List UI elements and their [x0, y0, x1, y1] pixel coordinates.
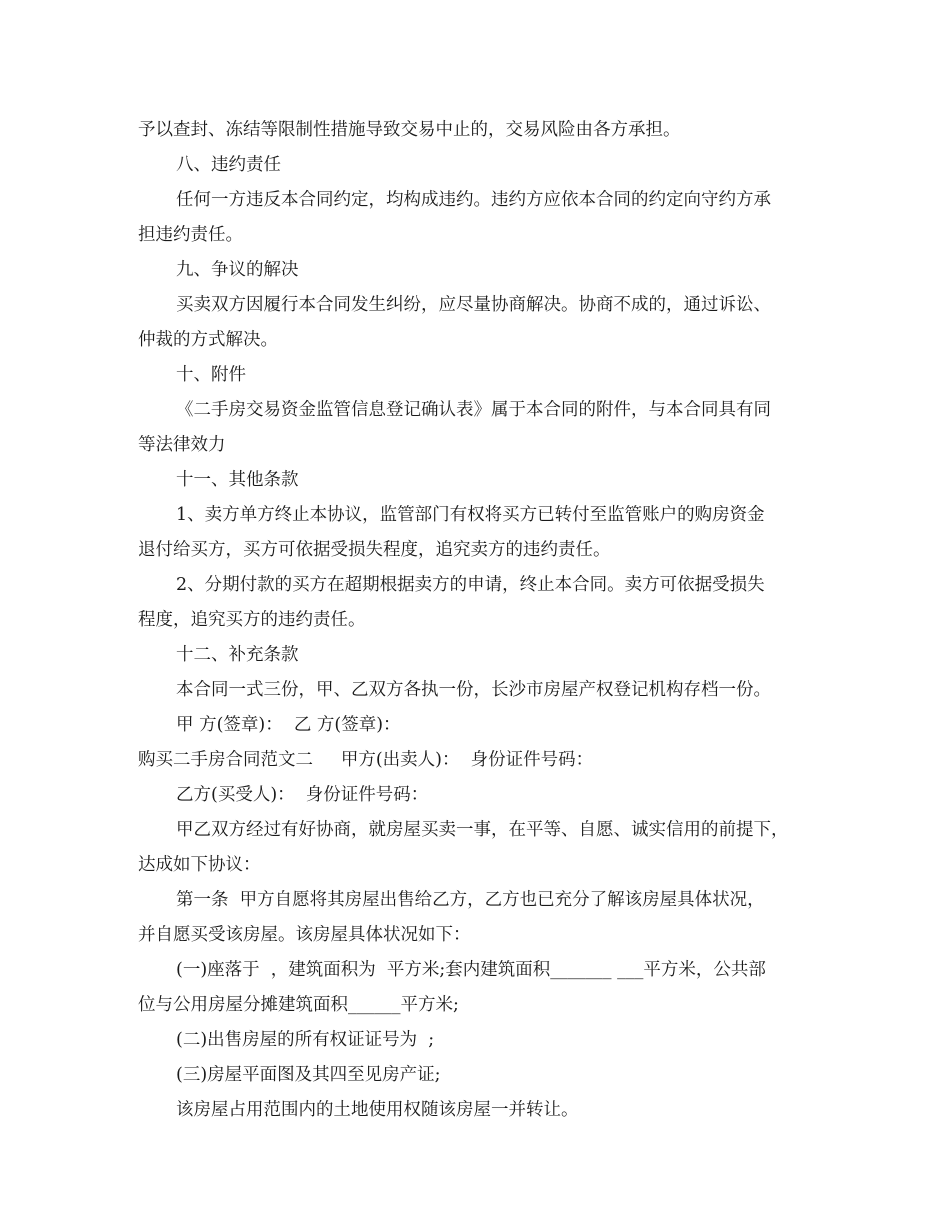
text-line: 位与公用房屋分摊建筑面积______平方米; [138, 995, 459, 1015]
text-line: 购买二手房合同范文二 甲方(出卖人)： 身份证件号码： [138, 750, 594, 770]
text-line: 2、分期付款的买方在超期根据卖方的申请，终止本合同。卖方可依据受损失 [176, 575, 765, 595]
text-line: (三)房屋平面图及其四至见房产证; [176, 1065, 441, 1085]
text-line: 第一条 甲方自愿将其房屋出售给乙方，乙方也已充分了解该房屋具体状况， [176, 890, 765, 910]
text-line: 并自愿买受该房屋。该房屋具体状况如下： [138, 925, 471, 945]
text-line: 甲乙双方经过有好协商，就房屋买卖一事，在平等、自愿、诚实信用的前提下， [176, 820, 789, 840]
text-line: (一)座落于 ，建筑面积为 平方米;套内建筑面积_______ ___平方米，公共部 [176, 960, 766, 980]
text-line: 本合同一式三份，甲、乙双方各执一份，长沙市房屋产权登记机构存档一份。 [176, 680, 771, 700]
text-line: 仲裁的方式解决。 [138, 330, 278, 350]
text-line: 程度，追究买方的违约责任。 [138, 610, 366, 630]
text-line: 1、卖方单方终止本协议，监管部门有权将买方已转付至监管账户的购房资金 [176, 505, 765, 525]
signature-line: 甲 方(签章)： 乙 方(签章)： [176, 715, 401, 735]
text-line: 《二手房交易资金监管信息登记确认表》属于本合同的附件，与本合同具有同 [176, 400, 771, 420]
text-line: 等法律效力 [138, 435, 226, 455]
text-line: 达成如下协议： [138, 855, 261, 875]
text-line: 乙方(买受人)： 身份证件号码： [176, 785, 429, 805]
text-line: (二)出售房屋的所有权证证号为 ; [176, 1030, 435, 1050]
section-heading: 十二、补充条款 [176, 645, 299, 665]
text-line: 退付给买方，买方可依据受损失程度，追究卖方的违约责任。 [138, 540, 611, 560]
text-line: 该房屋占用范围内的土地使用权随该房屋一并转让。 [176, 1100, 579, 1120]
section-heading: 八、违约责任 [176, 155, 281, 175]
section-heading: 十一、其他条款 [176, 470, 299, 490]
text-line: 买卖双方因履行本合同发生纠纷，应尽量协商解决。协商不成的，通过诉讼、 [176, 295, 771, 315]
section-heading: 九、争议的解决 [176, 260, 299, 280]
text-line: 予以查封、冻结等限制性措施导致交易中止的，交易风险由各方承担。 [138, 120, 681, 140]
section-heading: 十、附件 [176, 365, 246, 385]
text-line: 任何一方违反本合同约定，均构成违约。违约方应依本合同的约定向守约方承 [176, 190, 771, 210]
text-line: 担违约责任。 [138, 225, 243, 245]
